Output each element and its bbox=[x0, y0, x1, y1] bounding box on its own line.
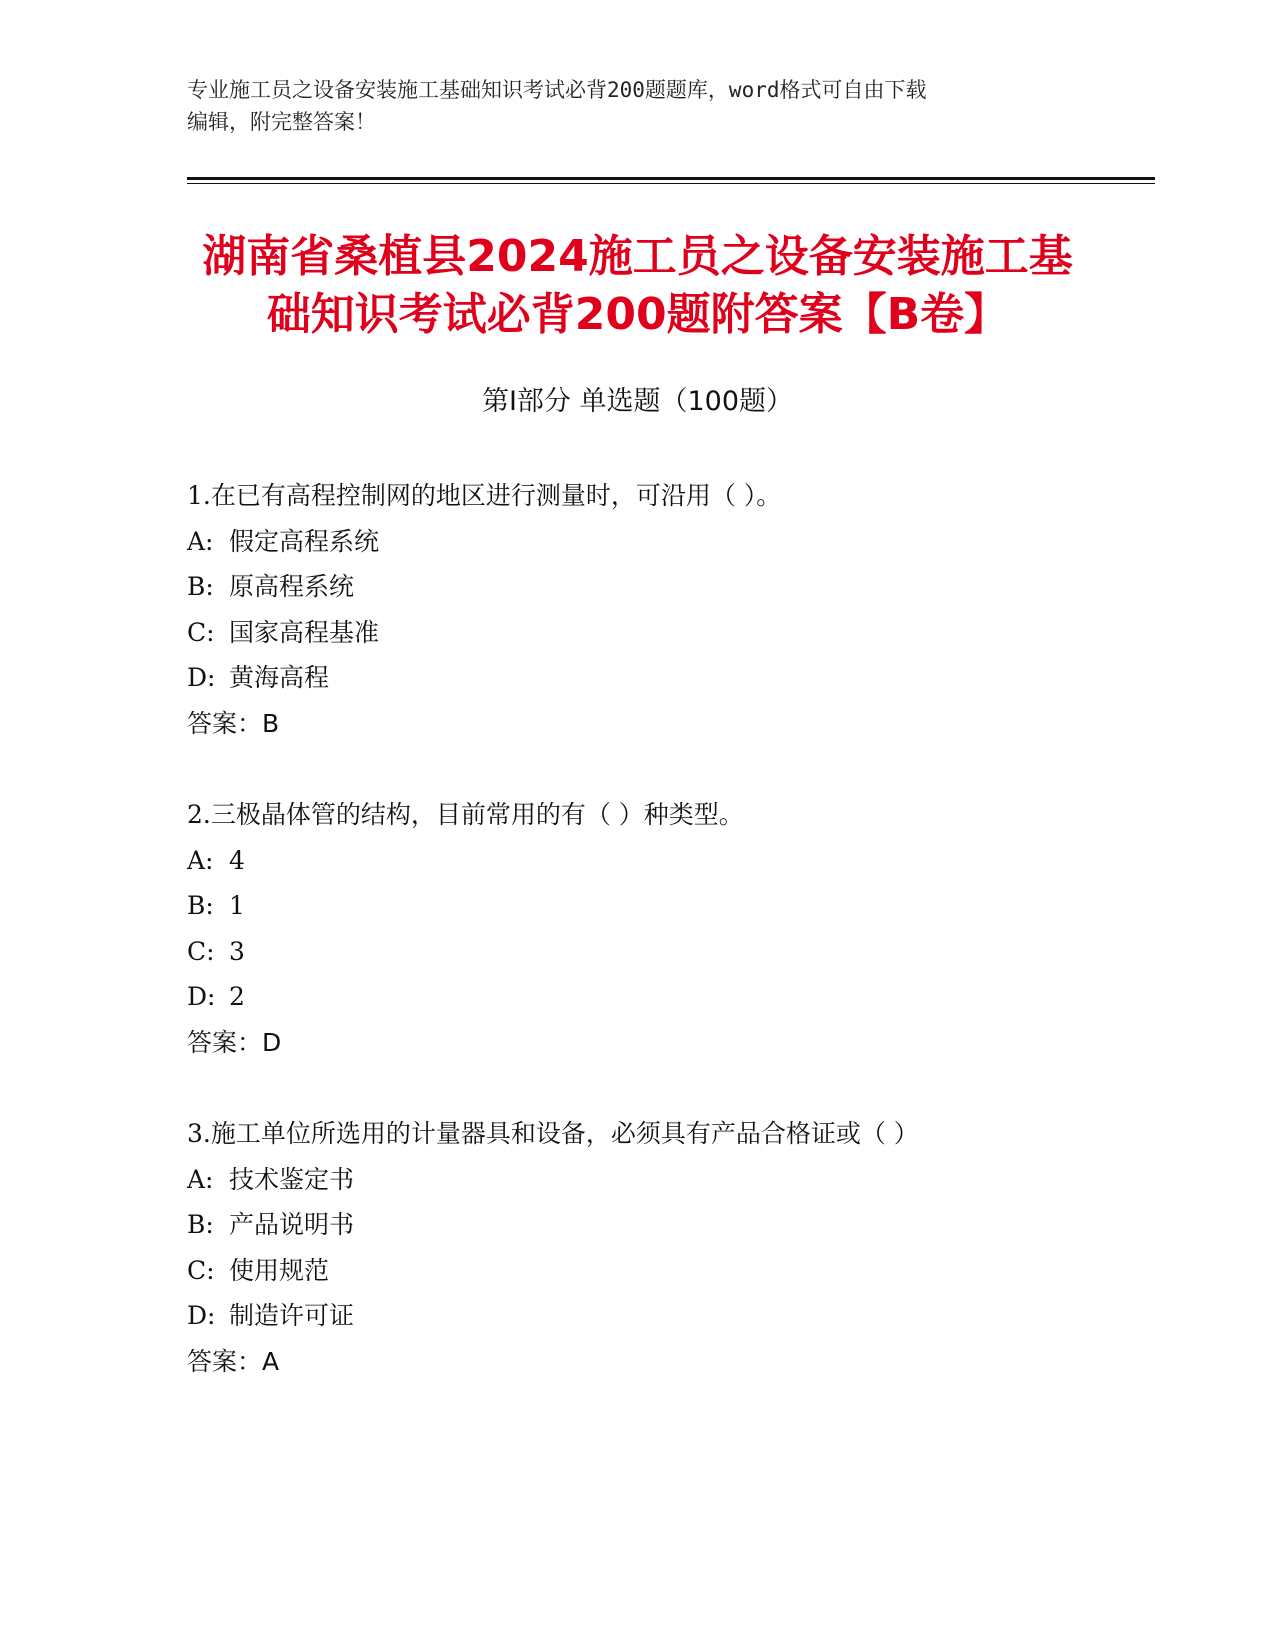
option-c bbox=[187, 1248, 1137, 1294]
option-a bbox=[187, 519, 1137, 565]
option-text: 2 bbox=[229, 982, 245, 1011]
header-divider-thin bbox=[187, 183, 1155, 184]
header-note-line-1: 专业施工员之设备安装施工基础知识考试必背200题题库，word格式可自由下载 bbox=[187, 78, 927, 102]
option-b bbox=[187, 883, 1137, 929]
document-title-line-1: 湖南省桑植县2024施工员之设备安装施工基 bbox=[202, 231, 1073, 282]
option-key: D: bbox=[187, 663, 216, 692]
option-key: A: bbox=[187, 845, 214, 875]
question-stem: 2.三极晶体管的结构，目前常用的有（ ）种类型。 bbox=[187, 800, 744, 829]
option-key: B: bbox=[187, 1210, 214, 1239]
option-text: 4 bbox=[229, 845, 245, 875]
option-text: 假定高程系统 bbox=[229, 526, 380, 556]
question-2 bbox=[187, 792, 1137, 1065]
option-text: 制造许可证 bbox=[229, 1301, 355, 1330]
option-b bbox=[187, 564, 1137, 610]
question-1 bbox=[187, 473, 1137, 746]
option-text: 使用规范 bbox=[229, 1255, 330, 1285]
option-text: 产品说明书 bbox=[229, 1210, 355, 1239]
option-text: 技术鉴定书 bbox=[229, 1164, 355, 1194]
option-text: 原高程系统 bbox=[229, 572, 355, 601]
option-c bbox=[187, 610, 1137, 656]
option-key: D: bbox=[187, 982, 216, 1011]
question-stem: 1.在已有高程控制网的地区进行测量时，可沿用（ ）。 bbox=[187, 481, 782, 510]
option-a bbox=[187, 838, 1137, 884]
section-heading: 第Ⅰ部分 单选题（100题） bbox=[481, 386, 794, 417]
option-key: B: bbox=[187, 572, 214, 601]
option-d bbox=[187, 1293, 1137, 1339]
option-key: D: bbox=[187, 1301, 216, 1330]
question-3 bbox=[187, 1111, 1137, 1384]
header-note-line-2: 编辑，附完整答案！ bbox=[187, 110, 376, 134]
header-note bbox=[187, 74, 1087, 138]
option-key: B: bbox=[187, 891, 214, 920]
option-key: A: bbox=[187, 526, 214, 556]
option-text: 国家高程基准 bbox=[229, 617, 380, 647]
option-text: 1 bbox=[229, 891, 245, 920]
answer-line: 答案：A bbox=[187, 1346, 280, 1376]
document-title-line-2: 础知识考试必背200题附答案【B卷】 bbox=[266, 289, 1009, 340]
header-divider-thick bbox=[187, 177, 1155, 180]
option-text: 3 bbox=[229, 936, 245, 966]
question-stem: 3.施工单位所选用的计量器具和设备，必须具有产品合格证或（ ） bbox=[187, 1119, 919, 1148]
option-key: C: bbox=[187, 1255, 215, 1285]
answer-line: 答案：B bbox=[187, 708, 280, 738]
option-b bbox=[187, 1202, 1137, 1248]
option-c bbox=[187, 929, 1137, 975]
option-text: 黄海高程 bbox=[229, 663, 330, 692]
option-key: A: bbox=[187, 1164, 214, 1194]
option-key: C: bbox=[187, 936, 215, 966]
option-d bbox=[187, 655, 1137, 701]
answer-line: 答案：D bbox=[187, 1027, 282, 1057]
document-title bbox=[150, 228, 1125, 344]
option-d bbox=[187, 974, 1137, 1020]
option-a bbox=[187, 1157, 1137, 1203]
option-key: C: bbox=[187, 617, 215, 647]
